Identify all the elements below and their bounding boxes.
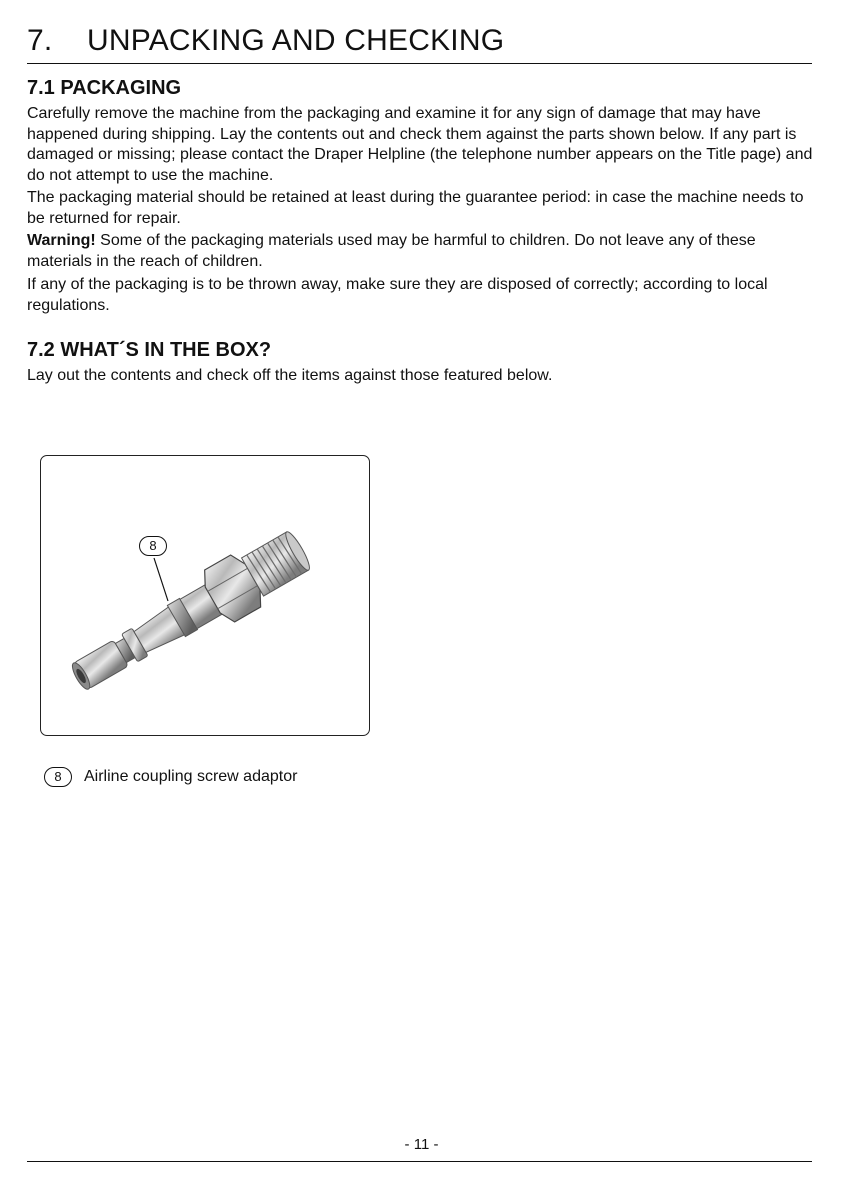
warning-text: Some of the packaging materials used may be harmful to children. Do not leave any of these materials in the reach of children.	[27, 232, 756, 270]
section-title: UNPACKING AND CHECKING	[87, 24, 505, 57]
box-contents-heading: 7.2 WHAT´S IN THE BOX?	[27, 339, 272, 361]
box-contents-intro: Lay out the contents and check off the items against those featured below.	[27, 367, 553, 384]
figure-caption	[44, 767, 297, 787]
packaging-heading: 7.1 PACKAGING	[27, 77, 182, 99]
title-divider	[27, 63, 812, 64]
callout-leader-line	[154, 558, 168, 601]
figure-box	[40, 455, 370, 736]
footer-divider	[27, 1161, 812, 1162]
warning-paragraph	[27, 231, 817, 272]
caption-item-number: 8	[44, 767, 72, 787]
caption-item-label: Airline coupling screw adaptor	[84, 768, 298, 785]
warning-label: Warning!	[27, 232, 96, 249]
packaging-paragraph-1: Carefully remove the machine from the packaging and examine it for any sign of damage that may have happened during shipping. Lay the contents out and check them against the parts shown below. If any part is damaged or missing; please contact the Draper Helpline (the telephone number appears on the Title page) and do not attempt to use the machine.	[27, 105, 813, 184]
section-number: 7.	[27, 24, 53, 57]
page-title	[27, 24, 817, 58]
coupling-adaptor-illustration	[41, 456, 369, 735]
callout-number-8: 8	[139, 536, 167, 556]
page-number: - 11 -	[404, 1136, 439, 1153]
packaging-paragraph-2: The packaging material should be retained at least during the guarantee period: in case the machine needs to be returned for repair.	[27, 189, 804, 227]
packaging-paragraph-3: If any of the packaging is to be thrown away, make sure they are disposed of correctly; according to local regulations.	[27, 276, 768, 314]
